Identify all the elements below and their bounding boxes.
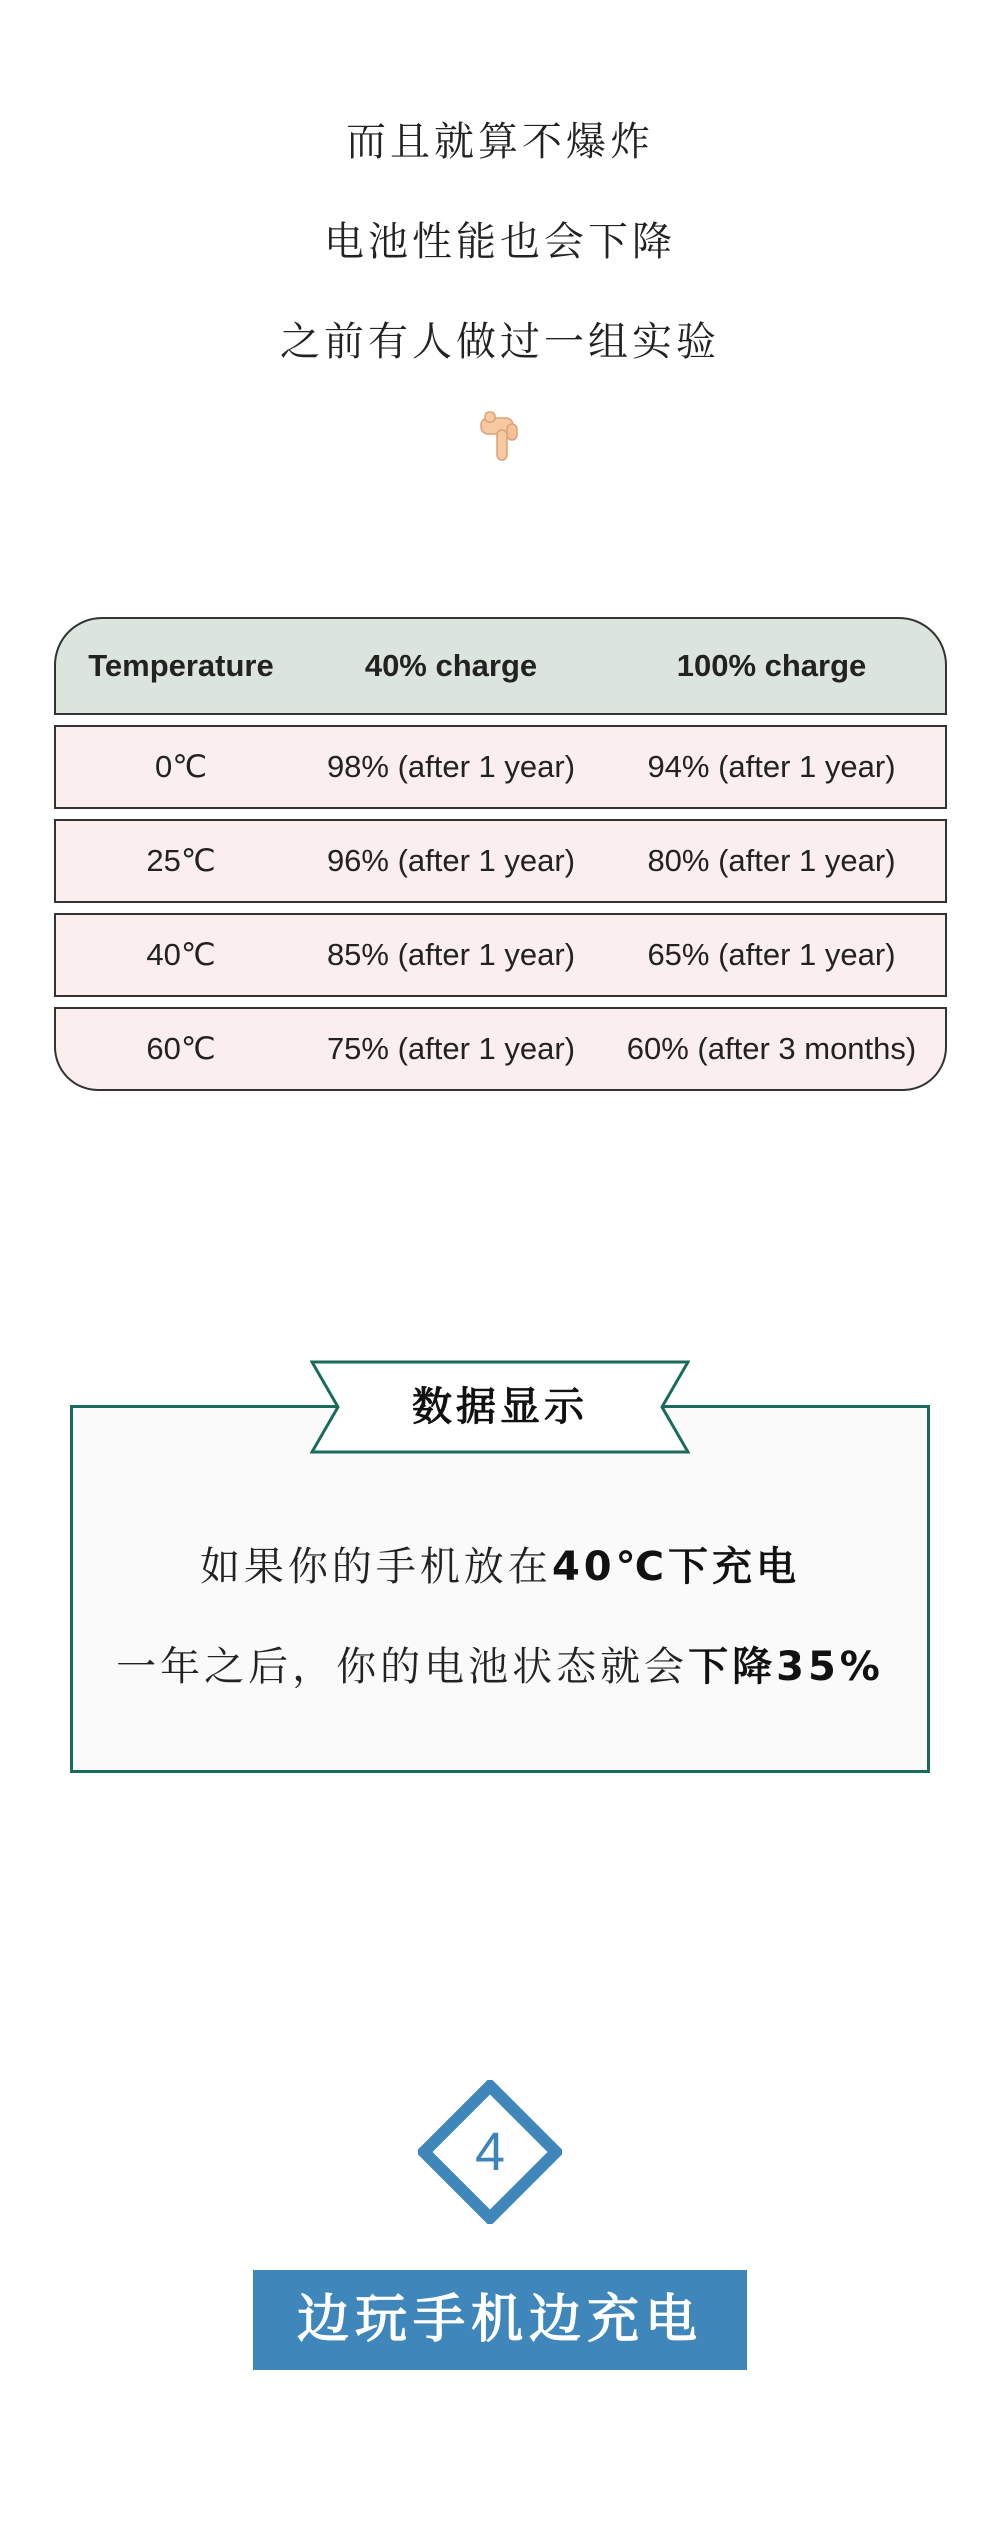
cell-temperature: 25℃ <box>146 843 216 878</box>
table-row <box>54 725 947 809</box>
line-1-text: 如果你的手机放在 <box>199 1544 552 1590</box>
intro-line-1: 而且就算不爆炸 <box>346 119 654 165</box>
cell-100-charge: 80% (after 1 year) <box>647 843 896 878</box>
cell-40-charge: 98% (after 1 year) <box>326 749 576 784</box>
header-temperature: Temperature <box>88 648 274 683</box>
cell-100-charge: 65% (after 1 year) <box>647 937 896 972</box>
intro-line-2: 电池性能也会下降 <box>324 219 676 265</box>
header-100-charge: 100% charge <box>676 648 867 683</box>
line-2-text: 一年之后，你的电池状态就会 <box>116 1644 689 1690</box>
cell-temperature: 0℃ <box>154 749 208 784</box>
section-title: 边玩手机边充电 <box>253 2270 747 2370</box>
data-box-line-2 <box>70 1635 930 1692</box>
pointing-down-icon <box>475 410 525 466</box>
table-row <box>54 913 947 997</box>
data-box-line-1 <box>70 1535 930 1592</box>
table-header-row <box>54 617 947 715</box>
cell-100-charge: 60% (after 3 months) <box>626 1031 917 1066</box>
cell-40-charge: 96% (after 1 year) <box>326 843 576 878</box>
cell-40-charge: 85% (after 1 year) <box>326 937 576 972</box>
line-1-highlight: 40℃下充电 <box>551 1544 801 1590</box>
section-number: 4 <box>474 2122 506 2182</box>
cell-40-charge: 75% (after 1 year) <box>326 1031 576 1066</box>
header-40-charge: 40% charge <box>364 648 538 683</box>
table-row <box>54 1007 947 1091</box>
table-row <box>54 819 947 903</box>
cell-temperature: 40℃ <box>146 937 216 972</box>
cell-temperature: 60℃ <box>146 1031 216 1066</box>
line-2-highlight: 下降35% <box>688 1644 884 1690</box>
cell-100-charge: 94% (after 1 year) <box>647 749 896 784</box>
intro-line-3: 之前有人做过一组实验 <box>280 319 720 365</box>
data-box-title: 数据显示 <box>412 1384 588 1430</box>
